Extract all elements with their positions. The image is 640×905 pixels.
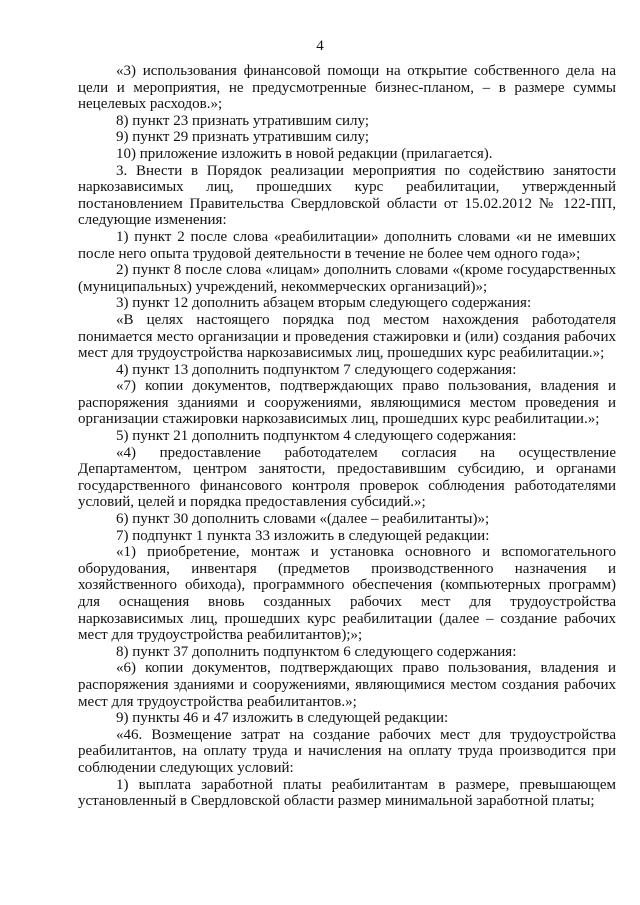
paragraph: «6) копии документов, подтверждающих право пользования, владения и распоряжения зданиями и сооружениями, являющимися местом создания рабочих мест для трудоустройства реабилитантов.»; — [78, 660, 616, 710]
paragraph: 5) пункт 21 дополнить подпунктом 4 следующего содержания: — [116, 428, 517, 445]
paragraph: 9) пункт 29 признать утратившим силу; — [116, 129, 370, 146]
paragraph: 2) пункт 8 после слова «лицам» дополнить словами «(кроме государственных (муниципальных) учреждений, некоммерческих организаций)»; — [78, 262, 616, 295]
paragraph: «3) использования финансовой помощи на открытие собственного дела на цели и мероприятия, не предусмотренные бизнес-планом, – в размере суммы нецелевых расходов.»; — [78, 63, 616, 113]
paragraph: 1) выплата заработной платы реабилитантам в размере, превышающем установленный в Свердловской области размер минимальной заработной платы; — [78, 776, 616, 810]
paragraph: «46. Возмещение затрат на создание рабочих мест для трудоустройства реабилитантов, на оплату труда и начисления на оплату труда производится при соблюдении следующих условий: — [78, 726, 616, 776]
paragraph: «7) копии документов, подтверждающих право пользования, владения и распоряжения зданиями и сооружениями, являющимися местом проведения и организации стажировки наркозависимых лиц, прошедших курс реабилитации.»; — [78, 378, 616, 428]
paragraph: 3. Внести в Порядок реализации мероприятия по содействию занятости наркозависимых лиц, прошедших курс реабилитации, утвержденный постановлением Правительства Свердловской области от 15.02.2012 № 122-ПП, следующие изменения: — [78, 162, 616, 229]
paragraph: 4) пункт 13 дополнить подпунктом 7 следующего содержания: — [116, 361, 517, 378]
paragraph: 10) приложение изложить в новой редакции (прилагается). — [116, 145, 493, 162]
paragraph: 6) пункт 30 дополнить словами «(далее – реабилитанты)»; — [116, 511, 490, 528]
paragraph: 3) пункт 12 дополнить абзацем вторым следующего содержания: — [116, 295, 532, 312]
paragraph: «В целях настоящего порядка под местом нахождения работодателя понимается место организации и проведения стажировки и (или) создания рабочих мест для трудоустройства наркозависимых лиц, прошедших курс реабилитации.»; — [78, 311, 616, 362]
paragraph: 9) пункты 46 и 47 изложить в следующей редакции: — [116, 710, 449, 727]
paragraph: «4) предоставление работодателем согласия на осуществление Департаментом, центром занятости, предоставившим субсидию, и органами государственного финансового контроля проверок соблюдения работодателями условий, целей и порядка предоставления субсидий.»; — [78, 444, 616, 511]
paragraph: 1) пункт 2 после слова «реабилитации» дополнить словами «и не имевших после него опыта трудовой деятельности в течение не более чем одного года»; — [78, 228, 616, 262]
paragraph: 8) пункт 23 признать утратившим силу; — [116, 112, 370, 129]
page-number: 4 — [316, 38, 324, 54]
paragraph: 7) подпункт 1 пункта 33 изложить в следующей редакции: — [116, 527, 490, 544]
paragraph: 8) пункт 37 дополнить подпунктом 6 следующего содержания: — [116, 643, 517, 660]
document-body — [78, 63, 616, 810]
paragraph: «1) приобретение, монтаж и установка основного и вспомогательного оборудования, инвентаря (предметов производственного назначения и хозяйственного обихода), программного обеспечения (компьютерных программ) для оснащения вновь созданных рабочих мест для трудоустройства наркозависимых лиц, прошедших курс реабилитации (далее – создание рабочих мест для трудоустройства реабилитантов);»; — [78, 544, 616, 644]
